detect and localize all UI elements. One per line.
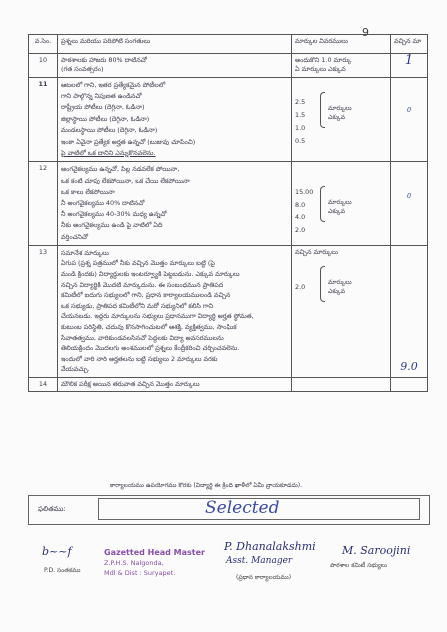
- item-line: ఒక సభ్యుడు, ప్రాతిపద కమిటీలోని మరో సభ్యునిలో కలిసి గాని: [61, 301, 214, 310]
- pd-signature-ink: b~~f: [42, 545, 72, 558]
- item-line: మౌలిక పరీక్ష అయిన తరువాత వచ్చిన మొత్తం మార్కులు: [61, 379, 200, 388]
- score-value: 8.0: [295, 200, 306, 209]
- item-line: ఆటలలో గాని, ఇతర ప్రత్యేకమైన పోటీలలో: [61, 80, 166, 89]
- brace-text: మార్కులు: [328, 278, 352, 286]
- item-line: పై వాటిలో ఒక దానిని ఎన్నుకొనవలెను.: [61, 149, 156, 158]
- item-line: తెలియక్రిందం మొదలగు అంశములలో ప్రశ్నలు కేంద్రీకరించి చర్చించవలెను.: [61, 344, 240, 353]
- member-signature-ink: M. Saroojini: [342, 544, 411, 557]
- member-label: పాఠశాల కమిటీ సభ్యులు: [330, 562, 388, 569]
- item-line: (గత సంవత్సరం): [61, 65, 104, 74]
- table-row: [29, 54, 428, 78]
- row-sno: 10: [29, 54, 58, 78]
- table-header-row: [29, 35, 428, 54]
- header-items: ప్రశ్నలు మరియు పరిపోటి సంగతులు: [58, 35, 292, 54]
- brace-text: ఎక్కువ: [328, 287, 346, 295]
- item-title: సమానేశ మార్కులు: [61, 248, 109, 257]
- score-value: 1.0: [295, 123, 306, 132]
- item-line: రాష్ట్రీయ పోటీలు (దెగ్గినా, ఓడినా): [61, 103, 145, 112]
- row-sno: 13: [29, 245, 58, 377]
- row-awarded: 1: [391, 54, 428, 78]
- item-line: పాఠశాలకు హాజరు 80% దాటినచో: [61, 56, 147, 64]
- item-line: వర్తించనిచో: [61, 232, 89, 241]
- row-awarded: 0: [391, 162, 428, 245]
- table-row: [29, 377, 428, 391]
- header-sno: వ.సెం.: [29, 35, 58, 54]
- brace-text: ఎక్కువ: [328, 208, 346, 216]
- row-items: [58, 162, 292, 245]
- detail-title: వచ్చిన మార్కులు: [295, 247, 338, 256]
- item-line: మండి క్రిందకు) విద్యార్థులకు ఇంటర్వ్యూకి పెట్టబడును. ఎక్కువ మార్కులు: [61, 270, 240, 279]
- row-items: [58, 377, 292, 391]
- item-line: కుటుంబ పరిస్థితి, చదువు కొనసాగించుటలో ఆశక్తి, వ్యక్తిత్వము, సాంఘిక: [61, 323, 237, 332]
- item-line: సేవాతత్వము, వారికుండవలసినచో పెద్దలకు విద్యా అవసరములను: [61, 333, 224, 342]
- header-marks-detail: మార్కుల వివరములు: [292, 35, 391, 54]
- office-use-note: కార్యాలయము ఉపయోగము కొరకు (విద్యార్థి ఈ క్రింది ఖాళీలో ఏమీ వ్రాయకూడదు).: [110, 482, 303, 489]
- detail-line: ఏ మార్కులు ఎక్కువ: [295, 65, 346, 74]
- pd-signature-label: P.D. సంతకము: [44, 567, 81, 574]
- score-value: 2.5: [295, 97, 306, 106]
- row-detail: [292, 54, 391, 78]
- brace-label: [328, 198, 352, 216]
- score-value: 2.0: [295, 225, 306, 234]
- item-line: ఏగుప (ప్రశ్న పత్రములో నీకు వచ్చిన మొత్తం మార్కులు బట్టి (పై: [61, 259, 215, 268]
- result-label: ఫలితము:: [38, 505, 66, 513]
- officer-signature-name: P. Dhanalakshmi: [224, 540, 316, 553]
- item-line: ఒక కంటి చూపు లేకపోయినా, ఒక చేయి లేకపోయినా: [61, 176, 190, 185]
- table-row: [29, 77, 428, 162]
- row-sno: 14: [29, 377, 58, 391]
- stamp-line: Gazetted Head Master: [104, 548, 205, 557]
- row-awarded: [391, 377, 428, 391]
- header-marks-awarded: వచ్చిన మా: [391, 35, 428, 54]
- score-value: 15.00: [295, 188, 314, 197]
- item-line: నీ అంగవైకల్యము 40-30% మధ్య ఉన్నచో: [61, 210, 167, 219]
- item-line: అంగవైకల్యము ఉన్నచో, పిల్ల నడవలేక పోయినా,: [61, 165, 180, 174]
- item-line: చేయనబడు. ఇద్దరు మార్కులను సభ్యులు ప్రధానముగా విద్యార్థి అర్హత స్థోమత,: [61, 312, 254, 321]
- brace-text: ఎక్కువ: [328, 113, 346, 121]
- row-items: [58, 77, 292, 162]
- row-sno: 12: [29, 162, 58, 245]
- table-row: [29, 245, 428, 377]
- item-line: ఇంకా ఏవైనా ప్రత్యేక అర్హత ఉన్నచో (బుజువు చూపించి): [61, 137, 196, 146]
- result-value: Selected: [205, 498, 280, 518]
- item-line: కమిటీలో ఐదుగు సభ్యులలో గాని, ప్రధాన కార్యాలయములండి వచ్చిన: [61, 291, 231, 300]
- score-value: 1.5: [295, 110, 306, 119]
- brace-label: [328, 104, 352, 122]
- row-detail: [292, 377, 391, 391]
- table-row: [29, 162, 428, 245]
- item-line: నచ్చిన విద్యార్థికి మొదటి మార్కుదును. ఈ సంబంధమున ప్రాతిపద: [61, 280, 224, 289]
- row-sno: 11: [29, 77, 58, 162]
- brace-text: మార్కులు: [328, 199, 352, 207]
- officer-signature-sign: Asst. Manager: [226, 556, 293, 566]
- item-line: ఇందులో వారి నారి అర్హతలను బట్టి సభ్యులు 2 మార్కులు వరకు: [61, 354, 218, 363]
- detail-line: అందుకొని 1.0 మార్కు: [295, 56, 352, 64]
- row-awarded: 0: [391, 77, 428, 162]
- item-line: నీకు అంగవైకల్యము ఉండి పై వాటిలో ఏది: [61, 221, 163, 230]
- hm-stamp: [104, 548, 205, 578]
- score-value: 0.5: [295, 136, 306, 145]
- marks-table: [28, 34, 428, 392]
- item-line: గాని పాల్గొన్న నిపుణత ఉండినచో: [61, 92, 142, 100]
- score-value: 4.0: [295, 213, 306, 222]
- item-line: ఒక కాలు లేకపోయినా: [61, 187, 115, 196]
- item-line: నీ అంగవైకల్యము 40% దాటినచో: [61, 199, 145, 208]
- row-items: [58, 54, 292, 78]
- item-line: వేయవచ్చు.: [61, 365, 90, 374]
- item-line: జిల్లాస్థాయి పోటీలు (దెగ్గినా, ఓడినా): [61, 114, 150, 123]
- stamp-line: Mdl & Dist : Suryapet.: [104, 569, 176, 577]
- score-value: 2.0: [295, 283, 306, 292]
- brace-text: మార్కులు: [328, 104, 352, 112]
- brace-label: [328, 278, 352, 296]
- page-corner-number: 9: [362, 26, 369, 39]
- row-items: [58, 245, 292, 377]
- row-detail: [292, 245, 391, 377]
- item-line: మండలస్థాయి పోటీలు (దెగ్గినా, ఓడినా): [61, 126, 158, 135]
- stamp-line: Z.P.H.S. Nalgonda,: [104, 559, 164, 567]
- officer-label: (ప్రధాన కార్యాలయము): [236, 574, 292, 581]
- row-detail: [292, 162, 391, 245]
- row-detail: [292, 77, 391, 162]
- row-awarded: 9.0: [391, 245, 428, 377]
